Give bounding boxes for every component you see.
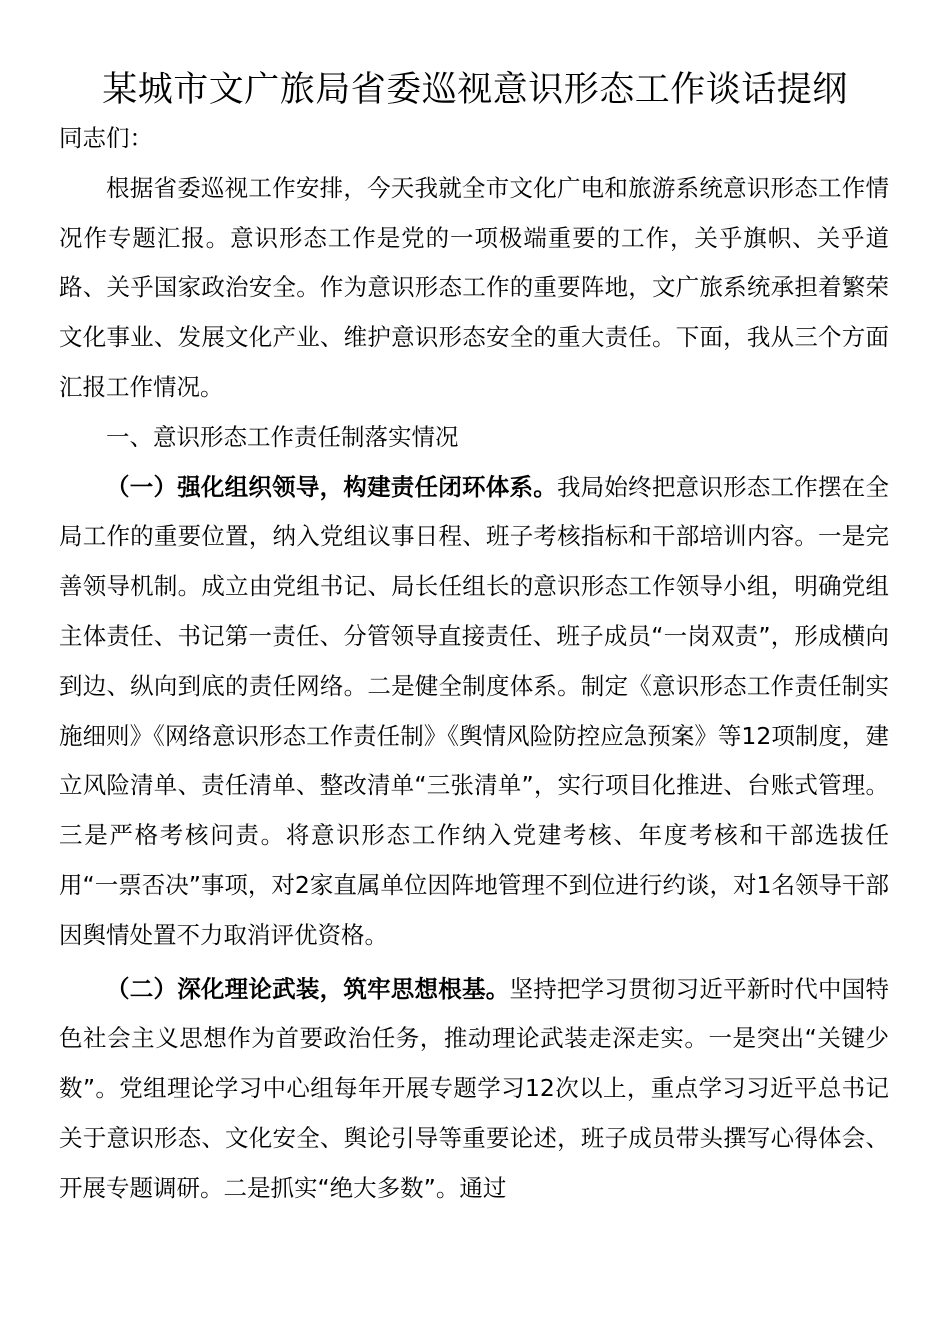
subsection-heading-2: （二）深化理论武装，筑牢思想根基。 <box>106 974 510 1003</box>
document-body <box>59 114 889 1214</box>
subsection-paragraph-2 <box>59 965 889 1214</box>
subsection-paragraph-1 <box>59 463 889 961</box>
salutation: 同志们： <box>59 124 153 152</box>
section-heading-1-text: 一、意识形态工作责任制落实情况 <box>106 422 459 451</box>
document-title: 某城市文广旅局省委巡视意识形态工作谈话提纲 <box>102 70 848 110</box>
subsection-text-1: 我局始终把意识形态工作摆在全局工作的重要位置，纳入党组议事日程、班子考核指标和干部培训内容。一是完善领导机制。成立由党组书记、局长任组长的意识形态工作领导小组，明确党组主体责任、书记第一责任、分管领导直接责任、班子成员“一岗双责”，形成横向到边、纵向到底的责任网络。二是健全制度体系。制定《意识形态工作责任制实施细则》《网络意识形态工作责任制》《舆情风险防控应急预案》等12项制度，建立风险清单、责任清单、整改清单“三张清单”，实行项目化推进、台账式管理。三是严格考核问责。将意识形态工作纳入党建考核、年度考核和干部选拔任用“一票否决”事项，对2家直属单位因阵地管理不到位进行约谈，对1名领导干部因舆情处置不力取消评优资格。 <box>59 472 889 949</box>
subsection-text-2: 坚持把学习贯彻习近平新时代中国特色社会主义思想作为首要政治任务，推动理论武装走深走实。一是突出“关键少数”。党组理论学习中心组每年开展专题学习12次以上，重点学习习近平总书记关于意识形态、文化安全、舆论引导等重要论述，班子成员带头撰写心得体会、开展专题调研。二是抓实“绝大多数”。通过 <box>59 974 889 1202</box>
subsection-heading-1: （一）强化组织领导，构建责任闭环体系。 <box>106 472 557 501</box>
intro-paragraph <box>59 164 889 413</box>
section-heading-1 <box>59 413 889 463</box>
intro-text: 根据省委巡视工作安排，今天我就全市文化广电和旅游系统意识形态工作情况作专题汇报。意识形态工作是党的一项极端重要的工作，关乎旗帜、关乎道路、关乎国家政治安全。作为意识形态工作的重要阵地，文广旅系统承担着繁荣文化事业、发展文化产业、维护意识形态安全的重大责任。下面，我从三个方面汇报工作情况。 <box>59 173 889 401</box>
